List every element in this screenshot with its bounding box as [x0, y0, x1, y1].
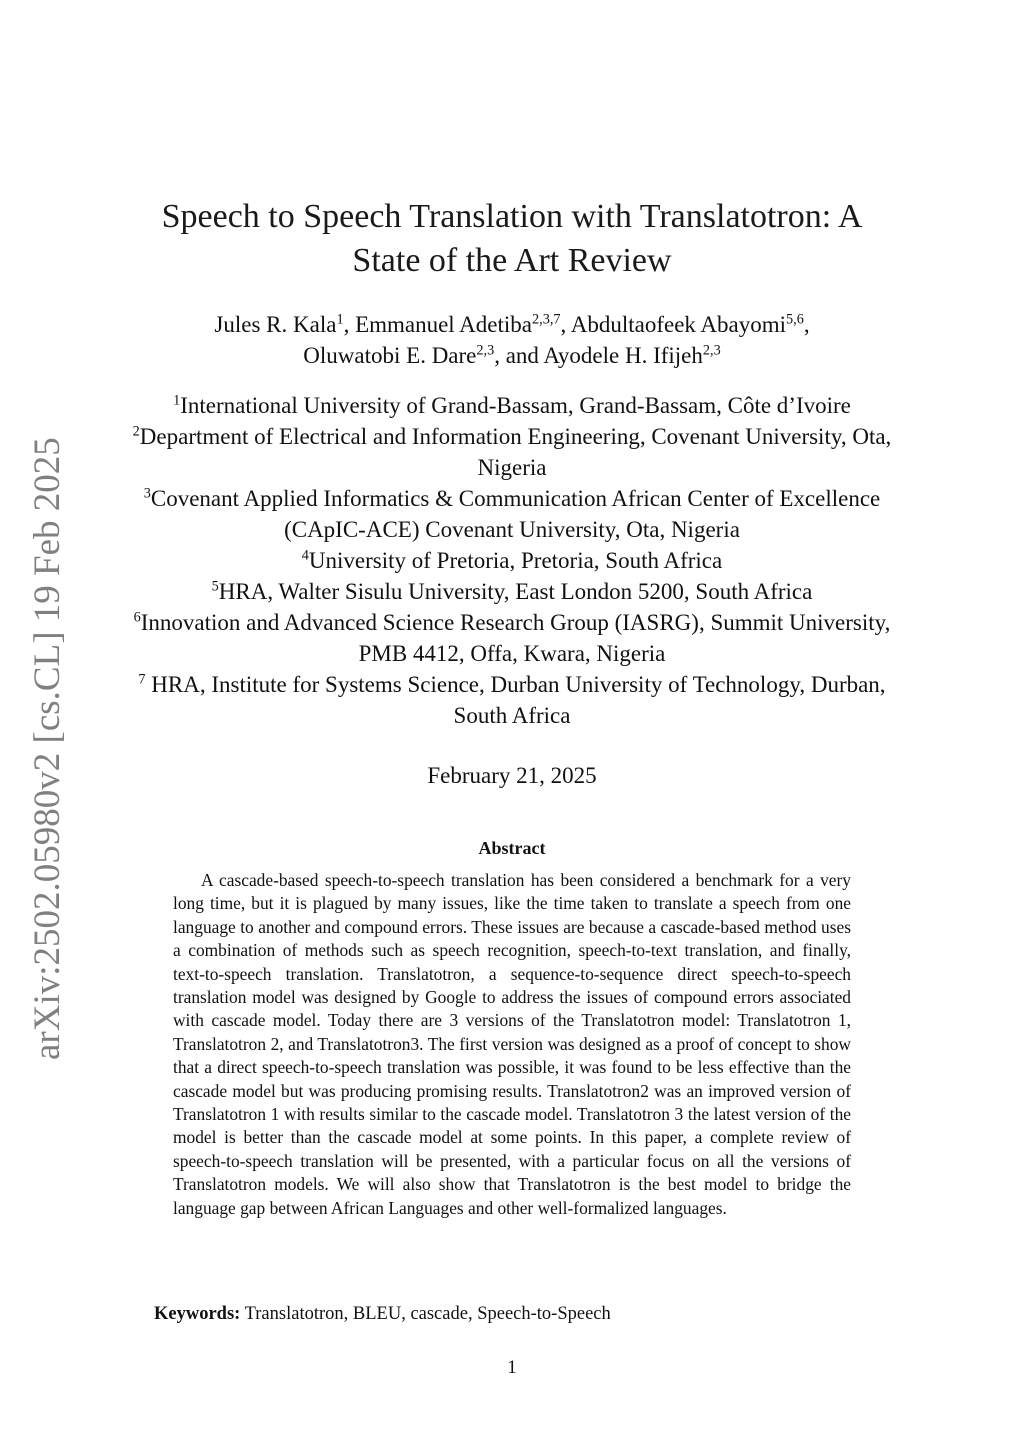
affiliation-text: Department of Electrical and Information Engineering, Covenant University, Ota, Nigeria [139, 424, 892, 480]
author-affiliation-marker: 2,3,7 [532, 311, 561, 328]
author-name: Emmanuel Adetiba [355, 312, 532, 337]
author-list [0, 309, 1024, 371]
author-separator: , [343, 312, 356, 337]
affiliation-text: HRA, Institute for Systems Science, Durban University of Technology, Durban, South Africa [145, 672, 886, 728]
affiliation-number: 4 [301, 547, 309, 564]
affiliation-number: 7 [138, 671, 146, 688]
keywords-text: Translatotron, BLEU, cascade, Speech-to-Speech [244, 1304, 611, 1324]
arxiv-identifier-stamp: arXiv:2502.05980v2 [cs.CL] 19 Feb 2025 [27, 437, 68, 1060]
affiliation-text: HRA, Walter Sisulu University, East London 5200, South Africa [218, 579, 813, 604]
affiliation-list [110, 390, 914, 731]
affiliation-text: University of Pretoria, Pretoria, South Africa [308, 548, 723, 573]
author-name: Ayodele H. Ifijeh [543, 343, 703, 368]
affiliation-number: 1 [173, 392, 181, 409]
title-line-1: Speech to Speech Translation with Translatotron: A [161, 198, 863, 235]
author-separator: , [560, 312, 571, 337]
affiliation-item [110, 390, 914, 421]
affiliation-item [110, 607, 914, 669]
affiliation-text: Innovation and Advanced Science Research Group (IASRG), Summit University, PMB 4412, Offa, Kwara, Nigeria [140, 610, 891, 666]
author-name: Abdultaofeek Abayomi [570, 312, 786, 337]
affiliation-item [110, 421, 914, 483]
affiliation-number: 3 [143, 485, 151, 502]
affiliation-text: Covenant Applied Informatics & Communication African Center of Excellence (CApIC-ACE) Covenant University, Ota, Nigeria [150, 486, 881, 542]
affiliation-item [110, 483, 914, 545]
affiliation-number: 6 [133, 609, 141, 626]
author-affiliation-marker: 2,3 [702, 342, 721, 359]
abstract-heading: Abstract [478, 838, 546, 858]
author-name: Jules R. Kala [214, 312, 337, 337]
affiliation-item [110, 576, 914, 607]
affiliation-item [110, 669, 914, 731]
abstract-text: A cascade-based speech-to-speech translation has been considered a benchmark for a very long time, but it is plagued by many issues, like the time taken to translate a speech from one language to another and compound errors. These issues are because a cascade-based method uses a combination of methods such as speech recognition, speech-to-text translation, and finally, text-to-speech translation. Translatotron, a sequence-to-sequence direct speech-to-speech translation model was designed by Google to address the issues of compound errors associated with cascade model. Today there are 3 versions of the Translatotron model: Translatotron 1, Translatotron 2, and Translatotron3. The first version was designed as a proof of concept to show that a direct speech-to-speech translation was possible, it was found to be less effective than the cascade model but was producing promising results. Translatotron2 was an improved version of Translatotron 1 with results similar to the cascade model. Translatotron 3 the latest version of the model is better than the cascade model at some points. In this paper, a complete review of speech-to-speech translation will be presented, with a particular focus on all the versions of Translatotron models. We will also show that Translatotron is the best model to bridge the language gap between African Languages and other well-formalized languages. [173, 870, 851, 1218]
affiliation-item [110, 545, 914, 576]
affiliation-number: 5 [211, 578, 219, 595]
author-name: Oluwatobi E. Dare [303, 343, 477, 368]
publication-date: February 21, 2025 [427, 763, 597, 788]
author-affiliation-marker: 1 [336, 311, 344, 328]
author-separator: , [803, 312, 810, 337]
affiliation-number: 2 [132, 423, 140, 440]
author-separator: , and [494, 343, 544, 368]
title-line-2: State of the Art Review [352, 242, 672, 279]
affiliation-text: International University of Grand-Bassam, Grand-Bassam, Côte d’Ivoire [180, 393, 851, 418]
author-affiliation-marker: 2,3 [476, 342, 495, 359]
author-affiliation-marker: 5,6 [786, 311, 804, 328]
keywords-line [154, 1304, 611, 1325]
keywords-label: Keywords: [154, 1304, 241, 1324]
page-number: 1 [507, 1357, 517, 1378]
paper-title [0, 195, 1024, 283]
